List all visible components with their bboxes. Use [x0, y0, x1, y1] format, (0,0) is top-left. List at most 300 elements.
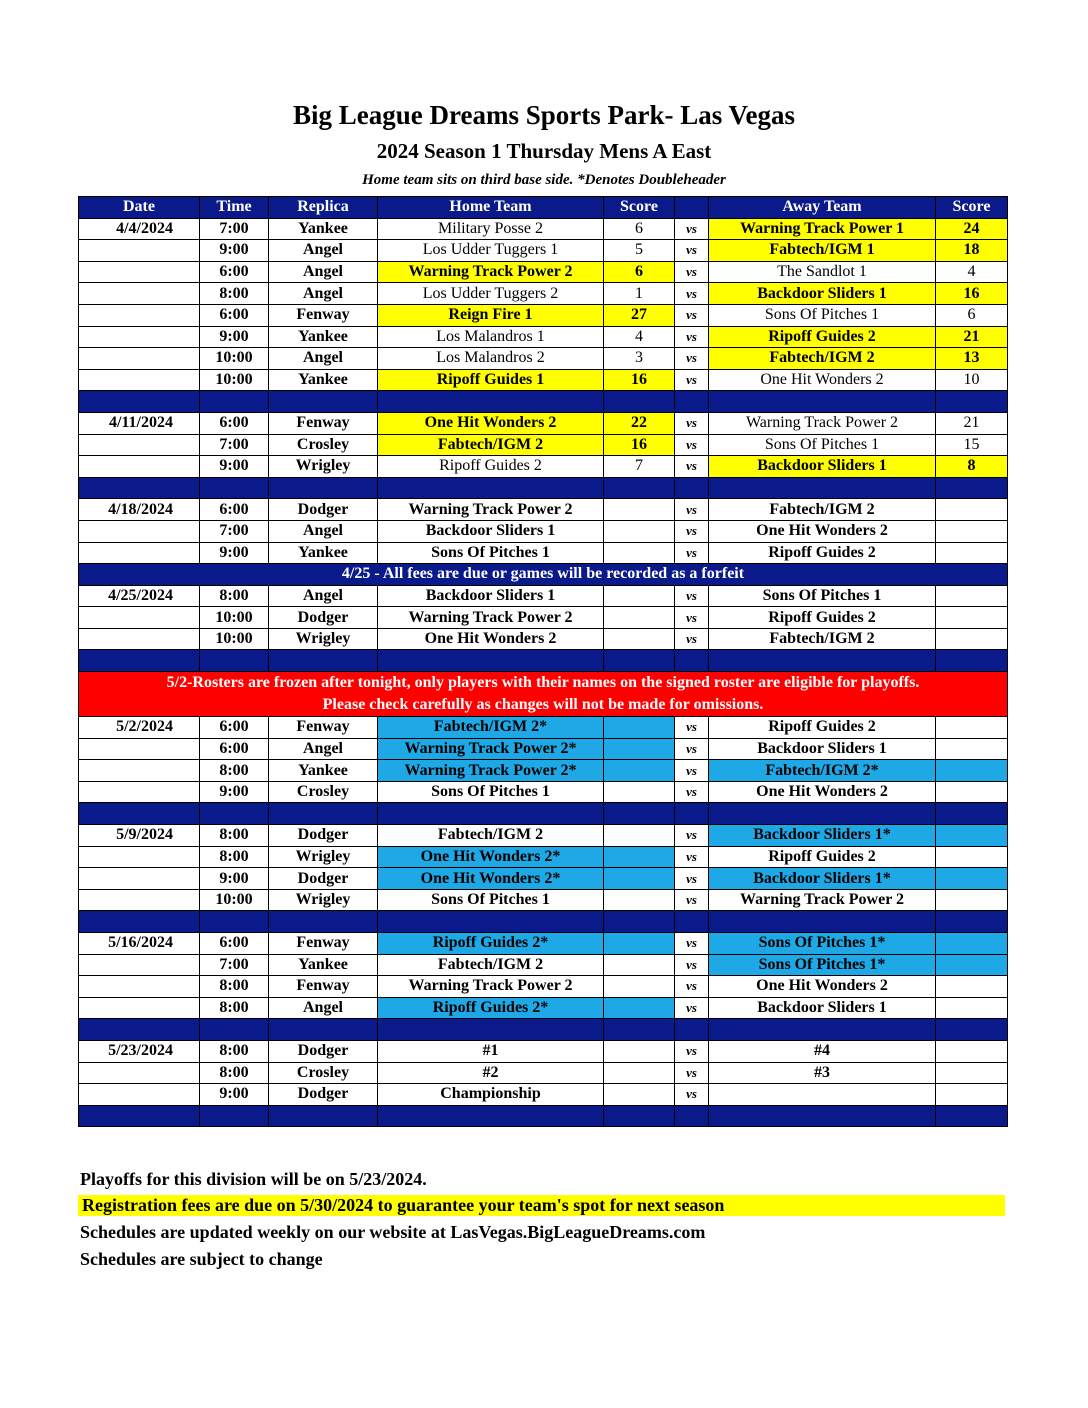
away-score: [936, 607, 1008, 629]
game-field: Wrigley: [269, 846, 378, 868]
away-score: [936, 825, 1008, 847]
vs-label: vs: [675, 434, 709, 456]
home-score: [604, 976, 675, 998]
game-time: 9:00: [200, 1084, 269, 1106]
vs-label: vs: [675, 369, 709, 391]
away-team: Sons Of Pitches 1*: [709, 954, 936, 976]
away-score: [936, 1084, 1008, 1106]
away-score: [936, 738, 1008, 760]
game-time: 9:00: [200, 781, 269, 803]
game-date: [79, 628, 200, 650]
home-team: Sons Of Pitches 1: [378, 889, 604, 911]
home-score: [604, 954, 675, 976]
home-team: Ripoff Guides 1: [378, 369, 604, 391]
away-score: 15: [936, 434, 1008, 456]
away-team: Fabtech/IGM 2*: [709, 760, 936, 782]
vs-label: vs: [675, 304, 709, 326]
home-score: 4: [604, 326, 675, 348]
game-row: [79, 717, 1008, 739]
game-field: Dodger: [269, 499, 378, 521]
game-field: Wrigley: [269, 456, 378, 478]
week-separator: [79, 650, 1008, 672]
game-time: 6:00: [200, 933, 269, 955]
game-time: 10:00: [200, 889, 269, 911]
home-score: 7: [604, 456, 675, 478]
away-team: Backdoor Sliders 1: [709, 738, 936, 760]
game-time: 8:00: [200, 1040, 269, 1062]
home-team: Fabtech/IGM 2: [378, 825, 604, 847]
game-field: Wrigley: [269, 889, 378, 911]
home-score: [604, 825, 675, 847]
home-score: 3: [604, 348, 675, 370]
game-row: [79, 240, 1008, 262]
away-score: 24: [936, 218, 1008, 240]
away-score: [936, 542, 1008, 564]
game-field: Angel: [269, 585, 378, 607]
game-time: 8:00: [200, 825, 269, 847]
away-team: Warning Track Power 2: [709, 889, 936, 911]
game-date: [79, 348, 200, 370]
game-time: 6:00: [200, 304, 269, 326]
game-time: 6:00: [200, 412, 269, 434]
away-team: Backdoor Sliders 1: [709, 283, 936, 305]
away-team: One Hit Wonders 2: [709, 781, 936, 803]
game-date: [79, 846, 200, 868]
website-note: Schedules are updated weekly on our website at LasVegas.BigLeagueDreams.com: [80, 1222, 706, 1242]
game-row: [79, 976, 1008, 998]
alert-line: Please check carefully as changes will not be made for omissions.: [322, 696, 764, 714]
registration-note: Registration fees are due on 5/30/2024 to guarantee your team's spot for next season: [78, 1195, 1005, 1216]
game-time: 9:00: [200, 868, 269, 890]
game-date: [79, 889, 200, 911]
game-field: Yankee: [269, 760, 378, 782]
home-team: #1: [378, 1040, 604, 1062]
game-date: 5/16/2024: [79, 933, 200, 955]
away-team: Backdoor Sliders 1*: [709, 868, 936, 890]
vs-label: vs: [675, 976, 709, 998]
game-field: Angel: [269, 283, 378, 305]
vs-label: vs: [675, 283, 709, 305]
away-score: [936, 889, 1008, 911]
away-score: 13: [936, 348, 1008, 370]
game-row: [79, 825, 1008, 847]
away-score: 8: [936, 456, 1008, 478]
game-date: [79, 456, 200, 478]
game-field: Yankee: [269, 218, 378, 240]
vs-label: vs: [675, 781, 709, 803]
home-team: Championship: [378, 1084, 604, 1106]
game-field: Angel: [269, 997, 378, 1019]
game-date: 4/4/2024: [79, 218, 200, 240]
game-row: [79, 738, 1008, 760]
vs-label: vs: [675, 348, 709, 370]
game-date: 5/2/2024: [79, 717, 200, 739]
game-date: [79, 738, 200, 760]
game-time: 9:00: [200, 542, 269, 564]
away-score: [936, 1062, 1008, 1084]
home-score: 1: [604, 283, 675, 305]
playoffs-note: Playoffs for this division will be on 5/23/2024.: [80, 1169, 427, 1189]
page-subtitle: 2024 Season 1 Thursday Mens A East: [376, 139, 712, 163]
game-field: Crosley: [269, 781, 378, 803]
vs-label: vs: [675, 954, 709, 976]
game-date: [79, 1062, 200, 1084]
game-row: [79, 997, 1008, 1019]
alert-row: [79, 672, 1008, 717]
game-field: Dodger: [269, 607, 378, 629]
game-date: [79, 369, 200, 391]
vs-label: vs: [675, 889, 709, 911]
away-team: Fabtech/IGM 2: [709, 499, 936, 521]
game-date: 5/23/2024: [79, 1040, 200, 1062]
away-team: Ripoff Guides 2: [709, 326, 936, 348]
away-team: Backdoor Sliders 1: [709, 997, 936, 1019]
vs-label: vs: [675, 760, 709, 782]
col-vs: [675, 197, 709, 219]
home-score: [604, 628, 675, 650]
game-field: Angel: [269, 348, 378, 370]
game-field: Fenway: [269, 304, 378, 326]
away-team: Ripoff Guides 2: [709, 607, 936, 629]
game-row: [79, 542, 1008, 564]
home-team-note: Home team sits on third base side. *Denotes Doubleheader: [362, 172, 726, 188]
home-team: Los Udder Tuggers 2: [378, 283, 604, 305]
home-score: [604, 760, 675, 782]
game-row: [79, 326, 1008, 348]
game-field: Fenway: [269, 717, 378, 739]
vs-label: vs: [675, 218, 709, 240]
col-home-team: Home Team: [378, 197, 604, 219]
col-replica: Replica: [269, 197, 378, 219]
away-score: [936, 997, 1008, 1019]
header-row: [79, 197, 1008, 219]
game-row: [79, 348, 1008, 370]
home-score: [604, 997, 675, 1019]
away-score: [936, 628, 1008, 650]
game-date: 4/25/2024: [79, 585, 200, 607]
game-date: [79, 261, 200, 283]
game-row: [79, 781, 1008, 803]
schedule-body: [79, 218, 1008, 1127]
game-field: Dodger: [269, 1040, 378, 1062]
game-field: Crosley: [269, 434, 378, 456]
home-team: Sons Of Pitches 1: [378, 542, 604, 564]
vs-label: vs: [675, 1040, 709, 1062]
home-score: 5: [604, 240, 675, 262]
away-team: Sons Of Pitches 1: [709, 304, 936, 326]
game-row: [79, 628, 1008, 650]
game-field: Angel: [269, 520, 378, 542]
away-score: [936, 846, 1008, 868]
game-row: [79, 1040, 1008, 1062]
game-row: [79, 933, 1008, 955]
home-team: One Hit Wonders 2: [378, 628, 604, 650]
game-field: Wrigley: [269, 628, 378, 650]
home-score: [604, 933, 675, 955]
home-team: One Hit Wonders 2*: [378, 846, 604, 868]
game-row: [79, 607, 1008, 629]
away-score: 10: [936, 369, 1008, 391]
vs-label: vs: [675, 846, 709, 868]
away-team: One Hit Wonders 2: [709, 520, 936, 542]
home-score: [604, 889, 675, 911]
change-note: Schedules are subject to change: [80, 1249, 323, 1269]
notice-row: [79, 564, 1008, 586]
game-field: Yankee: [269, 326, 378, 348]
game-row: [79, 434, 1008, 456]
game-row: [79, 369, 1008, 391]
game-field: Angel: [269, 738, 378, 760]
home-score: [604, 846, 675, 868]
game-field: Yankee: [269, 954, 378, 976]
away-score: [936, 520, 1008, 542]
game-time: 8:00: [200, 1062, 269, 1084]
game-date: [79, 326, 200, 348]
game-time: 6:00: [200, 261, 269, 283]
home-score: 6: [604, 218, 675, 240]
away-team: #3: [709, 1062, 936, 1084]
away-score: [936, 868, 1008, 890]
vs-label: vs: [675, 628, 709, 650]
game-row: [79, 520, 1008, 542]
away-team: Warning Track Power 2: [709, 412, 936, 434]
game-date: [79, 434, 200, 456]
vs-label: vs: [675, 585, 709, 607]
game-field: Dodger: [269, 825, 378, 847]
vs-label: vs: [675, 717, 709, 739]
game-time: 6:00: [200, 499, 269, 521]
game-row: [79, 889, 1008, 911]
game-time: 10:00: [200, 369, 269, 391]
game-time: 9:00: [200, 456, 269, 478]
away-score: [936, 760, 1008, 782]
home-team: Los Malandros 2: [378, 348, 604, 370]
home-team: Fabtech/IGM 2: [378, 954, 604, 976]
away-score: [936, 976, 1008, 998]
away-score: [936, 933, 1008, 955]
week-separator: [79, 477, 1008, 499]
home-team: Fabtech/IGM 2: [378, 434, 604, 456]
away-score: [936, 585, 1008, 607]
away-team: Fabtech/IGM 2: [709, 348, 936, 370]
game-row: [79, 261, 1008, 283]
game-date: [79, 976, 200, 998]
game-row: [79, 283, 1008, 305]
away-score: [936, 781, 1008, 803]
home-score: [604, 1084, 675, 1106]
col-date: Date: [79, 197, 200, 219]
home-team: Sons Of Pitches 1: [378, 781, 604, 803]
game-time: 8:00: [200, 997, 269, 1019]
away-score: [936, 717, 1008, 739]
col-home-score: Score: [604, 197, 675, 219]
home-score: [604, 499, 675, 521]
game-field: Angel: [269, 261, 378, 283]
vs-label: vs: [675, 997, 709, 1019]
home-team: #2: [378, 1062, 604, 1084]
game-time: 10:00: [200, 628, 269, 650]
home-score: 16: [604, 434, 675, 456]
away-team: [709, 1084, 936, 1106]
away-score: [936, 499, 1008, 521]
game-field: Yankee: [269, 369, 378, 391]
home-team: Warning Track Power 2: [378, 607, 604, 629]
home-team: Los Malandros 1: [378, 326, 604, 348]
home-team: Backdoor Sliders 1: [378, 520, 604, 542]
away-team: Backdoor Sliders 1: [709, 456, 936, 478]
game-time: 9:00: [200, 240, 269, 262]
vs-label: vs: [675, 607, 709, 629]
away-score: 6: [936, 304, 1008, 326]
game-field: Crosley: [269, 1062, 378, 1084]
game-date: [79, 868, 200, 890]
home-score: [604, 1062, 675, 1084]
away-score: 21: [936, 326, 1008, 348]
away-team: Ripoff Guides 2: [709, 846, 936, 868]
game-row: [79, 868, 1008, 890]
away-team: The Sandlot 1: [709, 261, 936, 283]
away-team: One Hit Wonders 2: [709, 369, 936, 391]
away-team: Warning Track Power 1: [709, 218, 936, 240]
away-team: Fabtech/IGM 2: [709, 628, 936, 650]
vs-label: vs: [675, 825, 709, 847]
home-score: [604, 585, 675, 607]
away-team: #4: [709, 1040, 936, 1062]
home-score: 16: [604, 369, 675, 391]
game-date: [79, 997, 200, 1019]
away-team: Sons Of Pitches 1: [709, 434, 936, 456]
game-row: [79, 456, 1008, 478]
game-time: 8:00: [200, 976, 269, 998]
vs-label: vs: [675, 542, 709, 564]
game-date: [79, 240, 200, 262]
vs-label: vs: [675, 456, 709, 478]
game-row: [79, 954, 1008, 976]
home-score: [604, 607, 675, 629]
away-team: Ripoff Guides 2: [709, 717, 936, 739]
away-team: Ripoff Guides 2: [709, 542, 936, 564]
game-date: [79, 760, 200, 782]
game-date: 4/18/2024: [79, 499, 200, 521]
home-score: [604, 781, 675, 803]
game-time: 10:00: [200, 348, 269, 370]
game-field: Fenway: [269, 412, 378, 434]
home-score: [604, 520, 675, 542]
home-score: [604, 1040, 675, 1062]
game-field: Fenway: [269, 933, 378, 955]
home-team: Backdoor Sliders 1: [378, 585, 604, 607]
game-date: [79, 304, 200, 326]
away-score: 18: [936, 240, 1008, 262]
home-score: [604, 542, 675, 564]
game-row: [79, 218, 1008, 240]
vs-label: vs: [675, 261, 709, 283]
home-team: Warning Track Power 2: [378, 499, 604, 521]
game-field: Dodger: [269, 868, 378, 890]
home-score: [604, 868, 675, 890]
vs-label: vs: [675, 499, 709, 521]
home-score: [604, 717, 675, 739]
home-team: Los Udder Tuggers 1: [378, 240, 604, 262]
game-time: 7:00: [200, 434, 269, 456]
week-separator: [79, 803, 1008, 825]
game-time: 7:00: [200, 218, 269, 240]
game-date: [79, 607, 200, 629]
game-row: [79, 499, 1008, 521]
away-team: Backdoor Sliders 1*: [709, 825, 936, 847]
game-row: [79, 760, 1008, 782]
game-row: [79, 304, 1008, 326]
week-separator: [79, 911, 1008, 933]
game-field: Yankee: [269, 542, 378, 564]
alert-line: 5/2-Rosters are frozen after tonight, only players with their names on the signed roster are eligible for playoffs.: [166, 674, 920, 692]
home-score: 27: [604, 304, 675, 326]
away-team: One Hit Wonders 2: [709, 976, 936, 998]
game-date: [79, 781, 200, 803]
game-row: [79, 846, 1008, 868]
game-date: [79, 1084, 200, 1106]
game-row: [79, 585, 1008, 607]
game-time: 6:00: [200, 738, 269, 760]
home-score: 6: [604, 261, 675, 283]
game-time: 7:00: [200, 954, 269, 976]
col-time: Time: [200, 197, 269, 219]
game-field: Angel: [269, 240, 378, 262]
game-date: 4/11/2024: [79, 412, 200, 434]
game-row: [79, 1084, 1008, 1106]
game-date: [79, 954, 200, 976]
vs-label: vs: [675, 933, 709, 955]
game-time: 8:00: [200, 846, 269, 868]
home-score: 22: [604, 412, 675, 434]
week-separator: [79, 1019, 1008, 1041]
game-time: 10:00: [200, 607, 269, 629]
game-date: [79, 520, 200, 542]
vs-label: vs: [675, 520, 709, 542]
home-team: Warning Track Power 2*: [378, 760, 604, 782]
vs-label: vs: [675, 738, 709, 760]
game-time: 6:00: [200, 717, 269, 739]
col-away-team: Away Team: [709, 197, 936, 219]
vs-label: vs: [675, 1062, 709, 1084]
game-field: Fenway: [269, 976, 378, 998]
game-row: [79, 412, 1008, 434]
home-team: Military Posse 2: [378, 218, 604, 240]
game-field: Dodger: [269, 1084, 378, 1106]
notice-text: 4/25 - All fees are due or games will be recorded as a forfeit: [79, 564, 1008, 586]
vs-label: vs: [675, 326, 709, 348]
schedule-table: [78, 196, 1008, 1127]
game-date: [79, 283, 200, 305]
away-score: 21: [936, 412, 1008, 434]
game-date: [79, 542, 200, 564]
away-team: Sons Of Pitches 1: [709, 585, 936, 607]
game-row: [79, 1062, 1008, 1084]
game-time: 8:00: [200, 760, 269, 782]
home-team: Warning Track Power 2*: [378, 738, 604, 760]
game-time: 7:00: [200, 520, 269, 542]
home-score: [604, 738, 675, 760]
home-team: One Hit Wonders 2*: [378, 868, 604, 890]
home-team: Ripoff Guides 2: [378, 456, 604, 478]
away-score: 16: [936, 283, 1008, 305]
vs-label: vs: [675, 240, 709, 262]
col-away-score: Score: [936, 197, 1008, 219]
home-team: One Hit Wonders 2: [378, 412, 604, 434]
home-team: Warning Track Power 2: [378, 976, 604, 998]
home-team: Warning Track Power 2: [378, 261, 604, 283]
game-time: 8:00: [200, 585, 269, 607]
